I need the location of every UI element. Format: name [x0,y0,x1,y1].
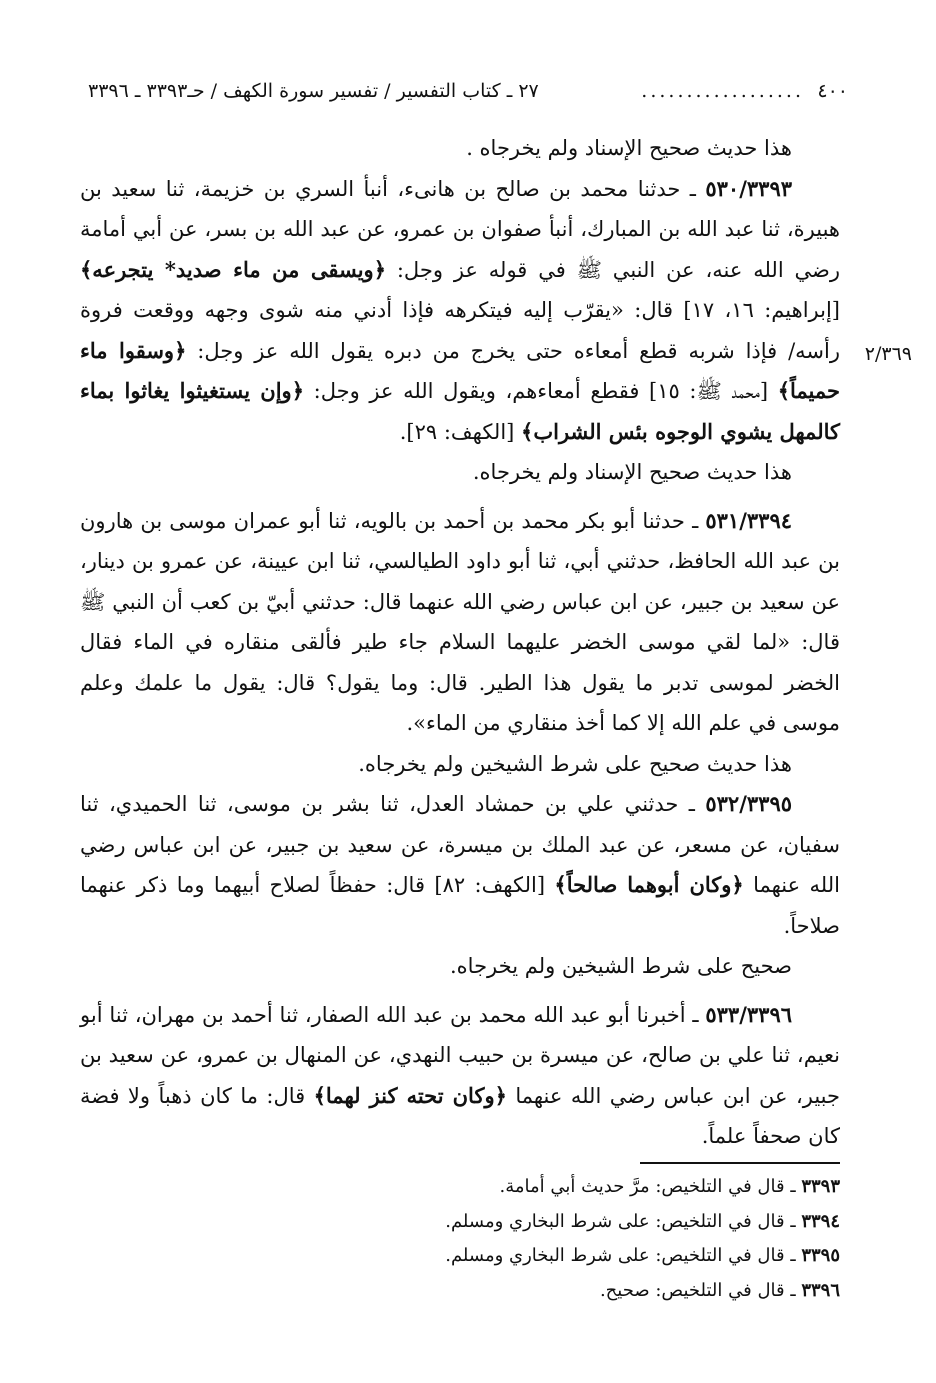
quran-quote: ﴿وسقوا ماء حميماً﴾ [80,337,840,403]
running-title: ٢٧ ـ كتاب التفسير / تفسير سورة الكهف / حـ٣٣٩٣ ـ ٣٣٩٦ [88,80,539,102]
hadith-number: ٥٣١/٣٣٩٤ [705,507,792,533]
running-header [88,74,848,108]
quran-quote: ﴿وكان تحته كنز لهما﴾ [313,1082,507,1108]
quran-quote: ﴿وكان أبوهما صالحاً﴾ [554,872,744,897]
hadith-3395: ٥٣٢/٣٣٩٥ ـ حدثني علي بن حمشاد العدل، ثنا بشر بن موسى، ثنا الحميدي، ثنا سفيان، عن مسعر، عن عبد الملك بن ميسرة، عن سعيد بن جبير، عن ابن عباس رضي الله عنهما ﴿وكان أبوهما صالحاً﴾ [الكهف: ٨٢] قال: حفظاً لصلاح أبيهما وما ذكر عنهما صلاحاً. [80,791,840,938]
footnote-3396: ٣٣٩٦ ـ قال في التلخيص: صحيح. [599,1279,840,1301]
footnote-separator [640,1162,840,1164]
hadith-number: ٥٣٠/٣٣٩٣ [705,175,792,201]
hadith-3396: ٥٣٣/٣٣٩٦ ـ أخبرنا أبو عبد الله محمد بن عبد الله الصفار، ثنا أحمد بن مهران، ثنا أبو نعيم، ثنا علي بن صالح، عن ميسرة بن حبيب النهدي، عن المنهال بن عمرو، عن سعيد بن جبير، عن ابن عباس رضي الله عنهما ﴿وكان تحته كنز لهما﴾ قال: ما كان ذهباً ولا فضة كان صحفاً علماً. [80,1001,840,1148]
page-number: ٤٠٠ [817,80,848,102]
verdict-line: صحيح على شرط الشيخين ولم يخرجاه. [450,954,792,978]
verdict-line: هذا حديث صحيح الإسناد ولم يخرجاه . [466,136,792,160]
margin-volume-page-note: ٢/٣٦٩ [864,343,912,365]
footnote-3393: ٣٣٩٣ ـ قال في التلخيص: مرَّ حديث أبي أمامة. [499,1176,840,1197]
hadith-3394: ٥٣١/٣٣٩٤ ـ حدثنا أبو بكر محمد بن أحمد بن بالويه، ثنا أبو عمران موسى بن هارون بن عبد الله الحافظ، حدثني أبي، ثنا أبو داود الطيالسي، ثنا ابن عيينة، عن عمرو بن دينار، عن سعيد بن جبير، عن ابن عباس رضي الله عنهما قال: حدثني أبيّ بن كعب أن النبي ﷺ قال: «لما لقي موسى الخضر عليهما السلام جاء طير فألقى منقاره في الماء فقال الخضر لموسى تدبر ما يقول هذا الطير. قال: وما يقول؟ قال: يقول ما علمك وعلم موسى في علم الله إلا كما أخذ منقاري من الماء». [80,507,840,735]
footnotes [300,1170,840,1308]
hadith-number: ٥٣٣/٣٣٩٦ [705,1001,792,1027]
footnote-3395: ٣٣٩٥ ـ قال في التلخيص: على شرط البخاري ومسلم. [445,1245,840,1266]
main-text [80,128,840,1157]
quran-quote: ﴿ويسقى من ماء صديد* يتجرعه﴾ [80,256,386,282]
hadith-number: ٥٣٢/٣٣٩٥ [705,791,792,816]
footnote-3394: ٣٣٩٤ ـ قال في التلخيص: على شرط البخاري ومسلم. [445,1210,840,1232]
quran-quote: ﴿وإن يستغيثوا يغاثوا بماء كالمهل يشوي الوجوه بئس الشراب﴾ [80,378,840,444]
verdict-line: هذا حديث صحيح الإسناد ولم يخرجاه. [472,460,792,484]
hadith-3393: ٥٣٠/٣٣٩٣ ـ حدثنا محمد بن صالح بن هانىء، أنبأ السري بن خزيمة، ثنا سعيد بن هبيرة، ثنا عبد الله بن المبارك، أنبأ صفوان بن عمرو، عن عبد الله بن بسر، عن أبي أمامة رضي الله عنه، عن النبي ﷺ في قوله عز وجل: ﴿ويسقى من ماء صديد* يتجرعه﴾ [إبراهيم: ١٦، ١٧] قال: «يقرّب إليه فيتكرهه فإذا أدني منه شوى وجهه ووقعت فروة رأسه/ فإذا شربه قطع أمعاءه حتى يخرج من دبره يقول الله عز وجل: ﴿وسقوا ماء حميماً﴾ [محمد ﷺ: ١٥] فقطع أمعاءهم، ويقول الله عز وجل: ﴿وإن يستغيثوا يغاثوا بماء كالمهل يشوي الوجوه بئس الشراب﴾ [الكهف: ٢٩]. [80,175,840,444]
verdict-line: هذا حديث صحيح على شرط الشيخين ولم يخرجاه. [358,751,792,776]
header-leader-dots: .................. [641,80,804,102]
